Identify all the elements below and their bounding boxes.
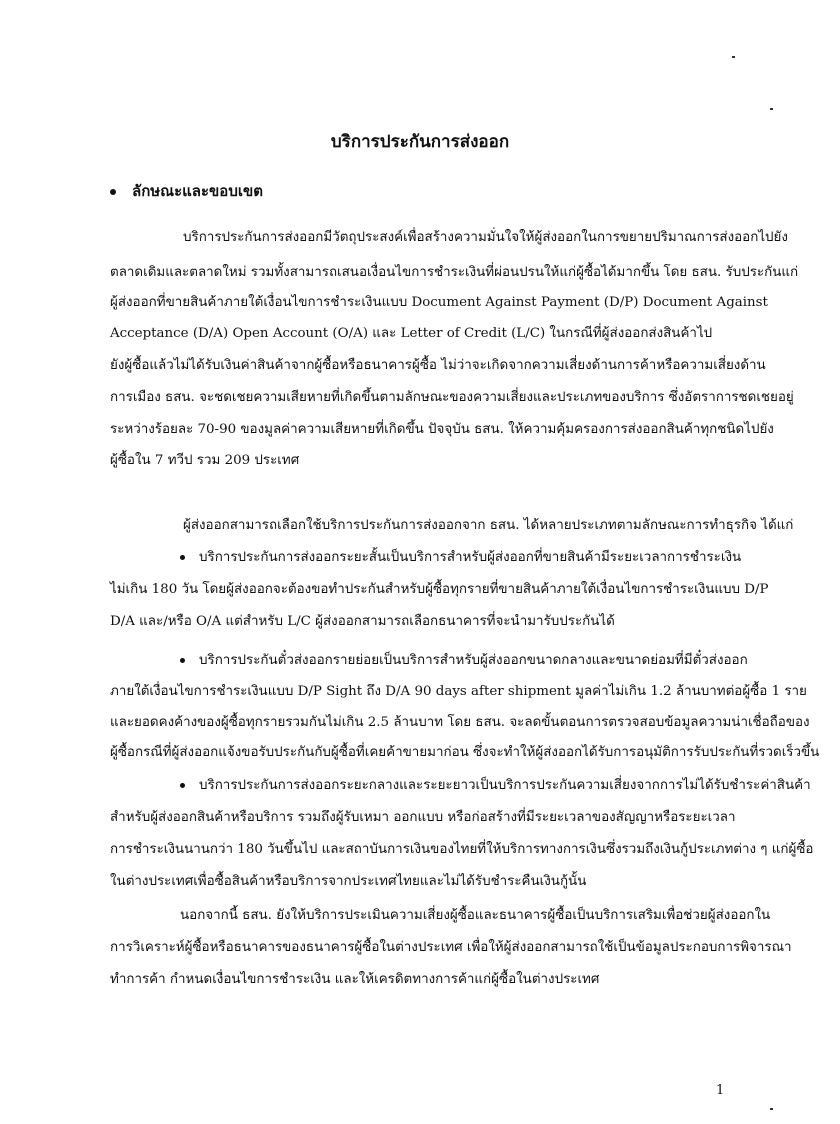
paragraph-line: การชำระเงินนานกว่า 180 วันขึ้นไป และสถาบันการเงินของไทยที่ให้บริการทางการเงินซึ่งรวมถึงเงินกู้ประเภทต่าง ๆ แก่ผู้ซื้อ	[110, 842, 814, 857]
bullet-icon	[180, 658, 185, 663]
paragraph-line: ผู้ซื้อใน 7 ทวีป รวม 209 ประเทศ	[110, 453, 300, 468]
bullet-text: บริการประกันการส่งออกระยะกลางและระยะยาวเป็นบริการประกันความเสี่ยงจากการไม่ได้รับชำระค่าสินค้า	[199, 778, 811, 793]
paragraph-line: D/A และ/หรือ O/A แต่สำหรับ L/C ผู้ส่งออกสามารถเลือกธนาคารที่จะนำมารับประกันได้	[110, 614, 615, 629]
document-title: บริการประกันการส่งออก	[330, 132, 510, 152]
bullet-text: บริการประกันตั๋วส่งออกรายย่อยเป็นบริการสำหรับผู้ส่งออกขนาดกลางและขนาดย่อมที่มีตั๋วส่งออก	[199, 653, 748, 668]
paragraph-line: นอกจากนี้ ธสน. ยังให้บริการประเมินความเสี่ยงผู้ซื้อและธนาคารผู้ซื้อเป็นบริการเสริมเพื่อช่วยผู้ส่งออกใน	[180, 908, 771, 923]
paragraph-line: ทำการค้า กำหนดเงื่อนไขการชำระเงิน และให้เครดิตทางการค้าแก่ผู้ซื้อในต่างประเทศ	[110, 972, 600, 987]
paragraph-line: ในต่างประเทศเพื่อซื้อสินค้าหรือบริการจากประเทศไทยและไม่ได้รับชำระคืนเงินกู้นั้น	[110, 874, 587, 889]
paragraph-line: สำหรับผู้ส่งออกสินค้าหรือบริการ รวมถึงผู้รับเหมา ออกแบบ หรือก่อสร้างที่มีระยะเวลาของสัญญาหรือระยะเวลา	[110, 810, 736, 825]
scan-speck	[770, 1108, 773, 1110]
page-number: 1	[716, 1083, 725, 1098]
paragraph-line: การเมือง ธสน. จะชดเชยความเสียหายที่เกิดขึ้นตามลักษณะของความเสี่ยงและประเภทของบริการ ซึ่งอัตราการชดเชยอยู่	[110, 390, 794, 405]
paragraph-line: ไม่เกิน 180 วัน โดยผู้ส่งออกจะต้องขอทำประกันสำหรับผู้ซื้อทุกรายที่ขายสินค้าภายใต้เงื่อนไขการชำระเงินแบบ D/P	[110, 582, 769, 597]
section-heading	[110, 179, 263, 203]
paragraph-line: การวิเคราะห์ผู้ซื้อหรือธนาคารของธนาคารผู้ซื้อในต่างประเทศ เพื่อให้ผู้ส่งออกสามารถใช้เป็นข้อมูลประกอบการพิจารณา	[110, 940, 792, 955]
paragraph-line: ยังผู้ซื้อแล้วไม่ได้รับเงินค่าสินค้าจากผู้ซื้อหรือธนาคารผู้ซื้อ ไม่ว่าจะเกิดจากความเสี่ยงด้านการค้าหรือความเสี่ยงด้าน	[110, 358, 766, 373]
paragraph-line: ผู้ส่งออกสามารถเลือกใช้บริการประกันการส่งออกจาก ธสน. ได้หลายประเภทตามลักษณะการทำธุรกิจ ได้แก่	[183, 518, 794, 533]
paragraph-line: ผู้ซื้อกรณีที่ผู้ส่งออกแจ้งขอรับประกันกับผู้ซื้อที่เคยค้าขายมาก่อน ซึ่งจะทำให้ผู้ส่งออกได้รับการอนุมัติการรับประกันที่รวดเร็วขึ้น	[110, 745, 820, 760]
paragraph-line: ระหว่างร้อยละ 70-90 ของมูลค่าความเสียหายที่เกิดขึ้น ปัจจุบัน ธสน. ให้ความคุ้มครองการส่งออกสินค้าทุกชนิดไปยัง	[110, 422, 774, 437]
paragraph-line: ตลาดเดิมและตลาดใหม่ รวมทั้งสามารถเสนอเงื่อนไขการชำระเงินที่ผ่อนปรนให้แก่ผู้ซื้อได้มากขึ้น โดย ธสน. รับประกันแก่	[110, 265, 799, 280]
bullet-item	[180, 651, 748, 671]
paragraph-line: บริการประกันการส่งออกมีวัตถุประสงค์เพื่อสร้างความมั่นใจให้ผู้ส่งออกในการขยายปริมาณการส่งออกไปยัง	[183, 230, 788, 245]
bullet-text: บริการประกันการส่งออกระยะสั้นเป็นบริการสำหรับผู้ส่งออกที่ขายสินค้ามีระยะเวลาการชำระเงิน	[199, 550, 742, 565]
bullet-icon	[180, 783, 185, 788]
section-heading-text: ลักษณะและขอบเขต	[132, 182, 263, 200]
paragraph-line: ภายใต้เงื่อนไขการชำระเงินแบบ D/P Sight ถึง D/A 90 days after shipment มูลค่าไม่เกิน 1.2 ล้านบาทต่อผู้ซื้อ 1 ราย	[110, 684, 807, 699]
paragraph-line: และยอดคงค้างของผู้ซื้อทุกรายรวมกันไม่เกิน 2.5 ล้านบาท โดย ธสน. จะลดขั้นตอนการตรวจสอบข้อมูลความน่าเชื่อถือของ	[110, 715, 810, 730]
bullet-icon	[110, 189, 116, 195]
bullet-icon	[180, 555, 185, 560]
bullet-item	[180, 548, 742, 568]
paragraph-line: ผู้ส่งออกที่ขายสินค้าภายใต้เงื่อนไขการชำระเงินแบบ Document Against Payment (D/P) Document Against	[110, 295, 768, 310]
scan-speck	[770, 108, 773, 110]
paragraph-line: Acceptance (D/A) Open Account (O/A) และ Letter of Credit (L/C) ในกรณีที่ผู้ส่งออกส่งสินค้าไป	[110, 326, 713, 341]
scan-speck	[732, 56, 735, 58]
bullet-item	[180, 776, 811, 796]
